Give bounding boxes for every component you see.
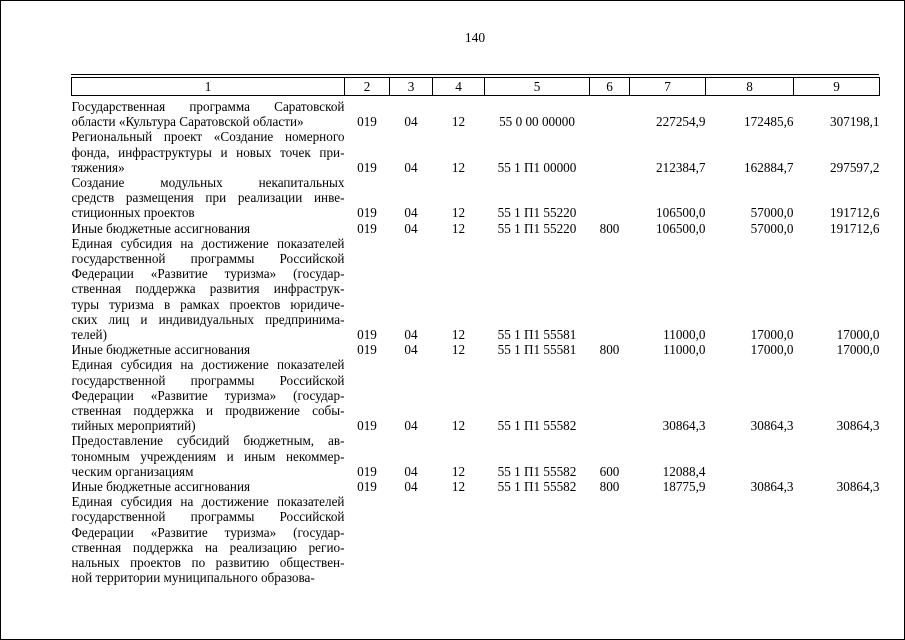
cell-col-6: [590, 129, 630, 175]
cell-col-9: [794, 433, 880, 479]
cell-col-3: 04: [404, 205, 418, 221]
table-body: [72, 96, 880, 586]
cell-description: [72, 433, 345, 479]
cell-col-6: 600: [599, 463, 620, 479]
cell-col-9: 17000,0: [836, 342, 880, 358]
cell-col-6: [590, 175, 630, 221]
cell-col-8: 57000,0: [750, 220, 794, 236]
cell-col-5: [485, 494, 590, 585]
description-line: фонда, инфраструктуры и новых точек при-: [71, 144, 345, 160]
description-line: ческим организациям: [71, 463, 194, 479]
description-line: тономным учреждениям и иным некоммер-: [71, 448, 345, 464]
cell-col-3: 04: [404, 220, 418, 236]
cell-col-6: 800: [599, 342, 620, 358]
cell-col-5: 55 1 П1 55220: [497, 220, 577, 236]
cell-col-7: 11000,0: [663, 342, 706, 358]
cell-col-3: 04: [404, 463, 418, 479]
cell-col-3: [390, 494, 433, 585]
description-line: Создание модульных некапитальных: [71, 175, 345, 191]
cell-col-7: 212384,7: [656, 159, 706, 175]
description-line: Федерации «Развитие туризма» (государ-: [71, 524, 345, 540]
cell-col-4: [433, 494, 485, 585]
header-row: [72, 78, 880, 96]
column-header-2: 2: [345, 78, 390, 96]
column-header-1: 1: [72, 78, 345, 96]
cell-col-4: 12: [451, 114, 466, 130]
cell-col-2: 019: [357, 159, 377, 175]
cell-col-6: [590, 494, 630, 585]
cell-col-7: 106500,0: [656, 205, 706, 221]
page-number: 140: [464, 30, 486, 45]
cell-col-4: 12: [451, 205, 466, 221]
cell-col-9: 17000,0: [836, 327, 880, 343]
cell-col-7: 18775,9: [662, 479, 706, 495]
table-row: [72, 175, 880, 221]
cell-col-4: 12: [451, 159, 466, 175]
cell-col-4: 12: [451, 327, 466, 343]
cell-col-7: 227254,9: [656, 114, 706, 130]
cell-col-6: 800: [599, 220, 620, 236]
cell-col-5: 55 1 П1 55581: [497, 342, 577, 358]
description-line: государственной программы Российской: [71, 509, 345, 525]
cell-col-2: 019: [357, 479, 377, 495]
cell-col-2: 019: [357, 114, 377, 130]
cell-description: [72, 236, 345, 342]
description-line: государственной программы Российской: [71, 372, 345, 388]
cell-col-9: 297597,2: [830, 159, 880, 175]
cell-col-9: [794, 494, 880, 585]
cell-description: [72, 342, 345, 357]
description-line: телей): [71, 327, 107, 343]
description-line: Региональный проект «Создание номерного: [71, 129, 345, 145]
cell-col-2: 019: [357, 220, 377, 236]
cell-col-9: 191712,6: [830, 205, 880, 221]
cell-description: [72, 175, 345, 221]
table-row: [72, 129, 880, 175]
description-line: ских лиц и индивидуальных предпринима-: [71, 311, 345, 327]
cell-col-5: 55 1 П1 55582: [497, 418, 577, 434]
cell-col-2: 019: [357, 342, 377, 358]
cell-col-8: 17000,0: [750, 342, 794, 358]
description-line: Иные бюджетные ассигнования: [71, 479, 251, 495]
cell-col-9: 30864,3: [836, 479, 880, 495]
column-header-7: 7: [630, 78, 706, 96]
cell-col-4: 12: [451, 220, 466, 236]
cell-description: [72, 129, 345, 175]
cell-col-2: [345, 494, 390, 585]
table-row: [72, 479, 880, 494]
cell-col-8: 17000,0: [750, 327, 794, 343]
budget-table-wrap: [71, 74, 879, 586]
cell-col-5: 55 0 00 00000: [499, 114, 575, 130]
description-line: тийных мероприятий): [71, 418, 196, 434]
cell-col-6: [590, 96, 630, 130]
column-header-6: 6: [590, 78, 630, 96]
cell-col-5: 55 1 П1 55581: [497, 327, 577, 343]
description-line: нальных проектов по развитию обществен-: [71, 555, 345, 571]
cell-col-5: 55 1 П1 55582: [497, 479, 577, 495]
description-line: ственная поддержка и продвижение собы-: [71, 403, 345, 419]
cell-col-6: [590, 357, 630, 433]
cell-col-7: 12088,4: [662, 463, 706, 479]
cell-col-9: 191712,6: [830, 220, 880, 236]
description-line: Федерации «Развитие туризма» (государ-: [71, 266, 345, 282]
budget-table: [71, 77, 880, 586]
table-row: [72, 96, 880, 130]
description-line: стиционных проектов: [71, 205, 195, 221]
cell-description: [72, 479, 345, 494]
cell-col-5: 55 1 П1 00000: [497, 159, 577, 175]
description-line: Единая субсидия на достижение показателей: [71, 357, 345, 373]
description-line: ственная поддержка на реализацию регио-: [71, 539, 345, 555]
cell-col-4: 12: [451, 463, 466, 479]
cell-col-2: 019: [357, 463, 377, 479]
description-line: тяжения»: [71, 159, 125, 175]
cell-col-3: 04: [404, 418, 418, 434]
cell-col-8: [706, 494, 794, 585]
cell-col-7: 11000,0: [663, 327, 706, 343]
cell-col-5: 55 1 П1 55582: [497, 463, 577, 479]
cell-col-7: 106500,0: [656, 220, 706, 236]
column-header-8: 8: [706, 78, 794, 96]
description-line: Федерации «Развитие туризма» (государ-: [71, 387, 345, 403]
cell-description: [72, 221, 345, 236]
description-line: Единая субсидия на достижение показателей: [71, 494, 345, 510]
description-line: Государственная программа Саратовской: [71, 99, 345, 114]
cell-col-8: 57000,0: [750, 205, 794, 221]
description-line: средств размещения при реализации инве-: [71, 190, 345, 206]
cell-col-6: [590, 236, 630, 342]
table-row: [72, 342, 880, 357]
table-row: [72, 357, 880, 433]
cell-description: [72, 96, 345, 130]
column-header-4: 4: [433, 78, 485, 96]
cell-col-7: 30864,3: [662, 418, 706, 434]
cell-col-3: 04: [404, 479, 418, 495]
column-header-3: 3: [390, 78, 433, 96]
description-line: Предоставление субсидий бюджетным, ав-: [71, 433, 345, 449]
cell-col-8: [706, 433, 794, 479]
cell-col-6: 800: [599, 479, 620, 495]
description-line: туры туризма в рамках проектов юридиче-: [71, 296, 345, 312]
cell-col-8: 162884,7: [744, 159, 794, 175]
description-line: государственной программы Российской: [71, 251, 345, 267]
cell-description: [72, 494, 345, 585]
description-line: ной территории муниципального образова-: [71, 570, 315, 586]
cell-col-3: 04: [404, 114, 418, 130]
cell-col-8: 30864,3: [750, 479, 794, 495]
column-header-5: 5: [485, 78, 590, 96]
table-row: [72, 494, 880, 585]
cell-col-3: 04: [404, 342, 418, 358]
cell-col-4: 12: [451, 418, 466, 434]
cell-col-9: 307198,1: [830, 114, 880, 130]
cell-col-3: 04: [404, 327, 418, 343]
cell-col-7: [630, 494, 706, 585]
cell-col-2: 019: [357, 205, 377, 221]
cell-col-8: 30864,3: [750, 418, 794, 434]
table-row: [72, 433, 880, 479]
table-row: [72, 221, 880, 236]
column-header-9: 9: [794, 78, 880, 96]
description-line: Иные бюджетные ассигнования: [71, 342, 251, 358]
cell-col-5: 55 1 П1 55220: [497, 205, 577, 221]
cell-col-8: 172485,6: [744, 114, 794, 130]
description-line: ственная поддержка развития инфраструк-: [71, 281, 345, 297]
description-line: Иные бюджетные ассигнования: [71, 220, 251, 236]
cell-col-9: 30864,3: [836, 418, 880, 434]
cell-col-3: 04: [404, 159, 418, 175]
cell-description: [72, 357, 345, 433]
cell-col-2: 019: [357, 418, 377, 434]
table-row: [72, 236, 880, 342]
cell-col-2: 019: [357, 327, 377, 343]
description-line: области «Культура Саратовской области»: [71, 114, 304, 130]
description-line: Единая субсидия на достижение показателей: [71, 235, 345, 251]
cell-col-4: 12: [451, 342, 466, 358]
cell-col-4: 12: [451, 479, 466, 495]
